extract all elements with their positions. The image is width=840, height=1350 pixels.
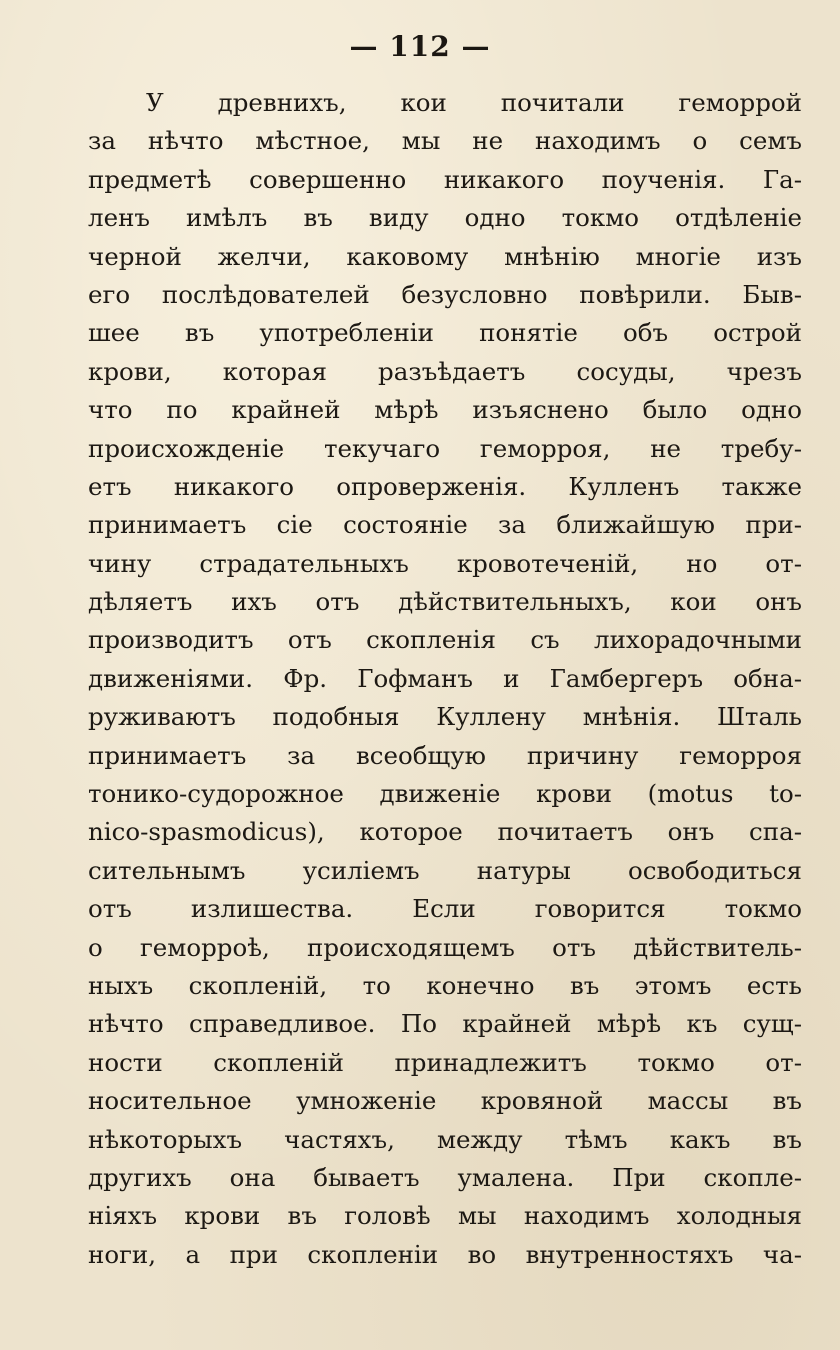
text-line: сительнымъ усиліемъ натуры освободиться	[88, 855, 802, 885]
text-line: носительное умноженіе кровяной массы въ	[88, 1086, 802, 1116]
text-line: отъ излишества. Если говорится токмо	[88, 894, 802, 924]
text-line: руживаютъ подобныя Куллену мнѣнія. Шталь	[88, 702, 802, 732]
text-line: другихъ она бываетъ умалена. При скопле-	[88, 1162, 802, 1192]
text-line: движеніями. Фр. Гофманъ и Гамбергеръ обна-	[88, 663, 802, 693]
text-line: ноги, а при скопленіи во внутренностяхъ ча-	[88, 1239, 802, 1269]
text-line: принимаетъ сіе состояніе за ближайшую при-	[88, 510, 802, 540]
text-line: ніяхъ крови въ головѣ мы находимъ холодныя	[88, 1201, 802, 1231]
text-line: ныхъ скопленій, то конечно въ этомъ есть	[88, 970, 802, 1000]
page-number: — 112 —	[349, 30, 491, 63]
text-line: его послѣдователей безусловно повѣрили. Быв-	[88, 279, 802, 309]
text-line: крови, которая разъѣдаетъ сосуды, чрезъ	[88, 356, 802, 386]
text-line: принимаетъ за всеобщую причину геморроя	[88, 740, 802, 770]
text-line: черной желчи, каковому мнѣнію многіе изъ	[88, 241, 802, 271]
text-line: тонико-судорожное движеніе крови (motus to-	[88, 779, 802, 809]
text-line: чину страдательныхъ кровотеченій, но от-	[88, 548, 802, 578]
body-text	[88, 84, 802, 1274]
text-line: шее въ употребленіи понятіе объ острой	[88, 318, 802, 348]
text-line: етъ никакого опроверженія. Кулленъ также	[88, 471, 802, 501]
text-line: ленъ имѣлъ въ виду одно токмо отдѣленіе	[88, 203, 802, 233]
text-line: производитъ отъ скопленія съ лихорадочными	[88, 625, 802, 655]
text-line: что по крайней мѣрѣ изъяснено было одно	[88, 395, 802, 425]
text-line: предметѣ совершенно никакого поученія. Га-	[88, 164, 802, 194]
text-line: дѣляетъ ихъ отъ дѣйствительныхъ, кои онъ	[88, 587, 802, 617]
text-line: нѣкоторыхъ частяхъ, между тѣмъ какъ въ	[88, 1124, 802, 1154]
text-line: происхожденіе текучаго геморроя, не требу-	[88, 433, 802, 463]
text-line: нѣчто справедливое. По крайней мѣрѣ къ сущ-	[88, 1009, 802, 1039]
text-line: У древнихъ, кои почитали геморрой	[146, 88, 802, 117]
text-line: ности скопленій принадлежитъ токмо от-	[88, 1047, 802, 1077]
text-line: nico-spasmodicus), которое почитаетъ онъ спа-	[88, 817, 802, 847]
text-line: за нѣчто мѣстное, мы не находимъ о семъ	[88, 126, 802, 156]
text-line: о геморроѣ, происходящемъ отъ дѣйствитель-	[88, 932, 802, 962]
